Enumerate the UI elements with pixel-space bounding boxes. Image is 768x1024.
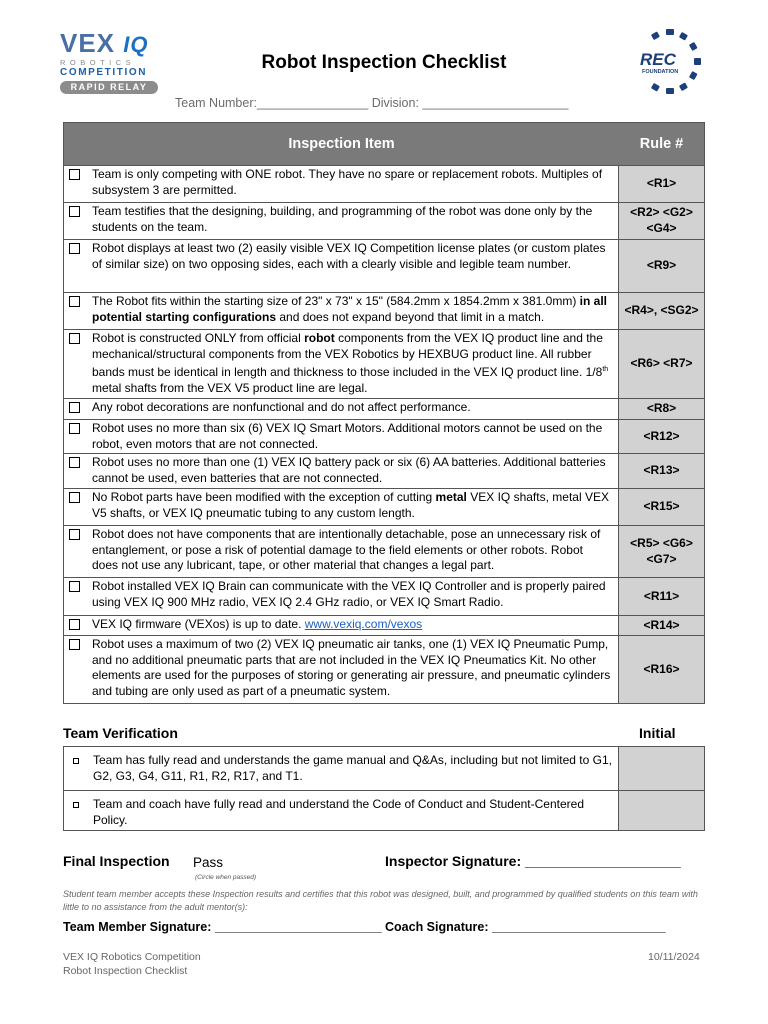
- rec-logo-subtext: FOUNDATION: [642, 69, 679, 75]
- rule-cell: <R11>: [619, 578, 704, 615]
- item-text: Robot uses a maximum of two (2) VEX IQ pneumatic air tanks, one (1) VEX IQ Pneumatic Pump, and no additional pneumatic parts that are not included in the VEX IQ Pneumatics Kit. No other elements are used for the purposes of storing or generating air pressure, and pneumatic cylinders and tubing are only used as part of a pneumatic system.: [92, 637, 611, 698]
- final-inspection-label: Final Inspection: [63, 853, 170, 869]
- table-row: [64, 202, 704, 239]
- item-text: Team testifies that the designing, building, and programming of the robot was done only by the students on the team.: [92, 204, 593, 234]
- rule-cell: <R16>: [619, 636, 704, 703]
- logo-robotics: ROBOTICS: [60, 58, 136, 67]
- rule-cell: <R13>: [619, 454, 704, 488]
- footer-line-2: Robot Inspection Checklist: [63, 964, 188, 977]
- table-row: [64, 747, 704, 790]
- item-text: VEX IQ firmware (VEXos) is up to date. www.vexiq.com/vexos: [92, 617, 423, 631]
- coach-signature-field[interactable]: Coach Signature: _________________________: [385, 920, 666, 934]
- table-row: [64, 615, 704, 635]
- item-text: Any robot decorations are nonfunctional and do not affect performance.: [92, 400, 471, 414]
- checkbox[interactable]: [69, 492, 80, 503]
- item-text: The Robot fits within the starting size of 23" x 73" x 15" (584.2mm x 1854.2mm x 381.0mm) in all potential starting configurations and does not expand beyond that limit in a match.: [92, 294, 608, 324]
- rec-logo-text: REC: [640, 50, 676, 69]
- verification-table: [63, 746, 705, 831]
- checkbox[interactable]: [69, 619, 80, 630]
- logo-competition: COMPETITION: [60, 67, 148, 78]
- table-row: [64, 635, 704, 703]
- table-row: [64, 419, 704, 453]
- table-row: [64, 292, 704, 329]
- item-text: Robot uses no more than one (1) VEX IQ battery pack or six (6) AA batteries. Additional batteries cannot be used, even batteries that are not connected.: [92, 455, 606, 485]
- checkbox[interactable]: [73, 758, 79, 764]
- checkbox[interactable]: [69, 457, 80, 468]
- item-text: No Robot parts have been modified with the exception of cutting metal VEX IQ shafts, metal VEX V5 shafts, or VEX IQ pneumatic tubing to any custom length.: [92, 490, 609, 520]
- initial-field[interactable]: [619, 747, 704, 790]
- table-row: [64, 790, 704, 830]
- logo-rapid-relay: RAPID RELAY: [60, 81, 158, 94]
- checkbox[interactable]: [69, 333, 80, 344]
- checkbox[interactable]: [69, 169, 80, 180]
- division-label: Division:: [371, 96, 419, 110]
- gear-icon: [636, 28, 706, 96]
- table-row: [64, 453, 704, 488]
- rule-cell: <R15>: [619, 489, 704, 525]
- rule-cell: <R12>: [619, 420, 704, 453]
- checkbox[interactable]: [69, 296, 80, 307]
- checkbox[interactable]: [69, 581, 80, 592]
- verification-text: Team has fully read and understands the game manual and Q&As, including but not limited to G1, G2, G3, G4, G11, R1, R2, R17, and T1.: [93, 753, 612, 783]
- rule-cell: <R14>: [619, 616, 704, 635]
- item-text: Robot displays at least two (2) easily visible VEX IQ Competition license plates (or custom plates of similar size) on two opposing sides, each with a clearly visible and legible team number.: [92, 241, 606, 271]
- col-rule: Rule #: [639, 136, 684, 152]
- initial-field[interactable]: [619, 791, 704, 830]
- table-row: [64, 329, 704, 398]
- item-text: Robot is constructed ONLY from official robot components from the VEX IQ product line and the mechanical/structural components from the VEX Robotics by HEXBUG product line. All rubber bands must be identical in length and thickness to those included in the VEX IQ product line. 1/8th metal shafts from the VEX V5 product line are legal.: [92, 331, 609, 395]
- rule-cell: <R6> <R7>: [619, 330, 704, 398]
- pass-option[interactable]: Pass: [193, 855, 224, 870]
- logo-iq: IQ: [123, 32, 149, 57]
- logo-vex: VEX: [60, 28, 116, 58]
- vexos-link[interactable]: www.vexiq.com/vexos: [304, 617, 423, 631]
- team-verification-title: Team Verification: [63, 725, 178, 741]
- checkbox[interactable]: [69, 243, 80, 254]
- rule-cell: <R9>: [619, 240, 704, 292]
- checkbox[interactable]: [69, 639, 80, 650]
- division-field[interactable]: _____________________: [422, 96, 569, 110]
- item-text: Robot does not have components that are intentionally detachable, pose an unnecessary risk of entanglement, or pose a risk of potential damage to the field elements or other robots. Robot does not use any lubricant, tape, or other material that changes a legal part.: [92, 527, 601, 573]
- team-number-field[interactable]: ________________: [256, 96, 369, 110]
- rule-cell: <R2> <G2> <G4>: [619, 203, 704, 239]
- footer-line-1: VEX IQ Robotics Competition: [63, 951, 201, 963]
- item-text: Team is only competing with ONE robot. They have no spare or replacement robots. Multiples of subsystem 3 are permitted.: [92, 167, 603, 197]
- certification-text: Student team member accepts these Inspection results and certifies that this robot was designed, built, and programmed by qualified students on this team with little to no assistance from the adult mentor(s):: [63, 889, 698, 912]
- footer-date: 10/11/2024: [648, 951, 700, 963]
- checkbox[interactable]: [69, 529, 80, 540]
- team-member-signature-field[interactable]: Team Member Signature: ________________________: [63, 920, 382, 934]
- checkbox[interactable]: [73, 802, 79, 808]
- col-inspection-item: Inspection Item: [288, 136, 395, 152]
- circle-note: (Circle when passed): [195, 874, 257, 881]
- rule-cell: <R8>: [619, 399, 704, 419]
- checkbox[interactable]: [69, 402, 80, 413]
- inspector-signature-field[interactable]: Inspector Signature: ____________________: [385, 853, 681, 869]
- table-row: [64, 239, 704, 292]
- page-title: Robot Inspection Checklist: [261, 52, 507, 73]
- footer: [63, 951, 201, 978]
- table-row: [64, 165, 704, 202]
- table-row: [64, 398, 704, 419]
- verification-text: Team and coach have fully read and understand the Code of Conduct and Student-Centered Policy.: [93, 797, 584, 827]
- rule-cell: <R1>: [619, 166, 704, 202]
- rec-foundation-logo: [636, 28, 706, 96]
- rule-cell: <R5> <G6> <G7>: [619, 526, 704, 577]
- team-number-label: Team Number:: [175, 96, 257, 110]
- checkbox[interactable]: [69, 206, 80, 217]
- rule-cell: <R4>, <SG2>: [619, 293, 704, 329]
- checkbox[interactable]: [69, 423, 80, 434]
- initial-header: Initial: [639, 725, 676, 741]
- table-row: [64, 525, 704, 577]
- inspection-table: [63, 122, 705, 704]
- table-row: [64, 577, 704, 615]
- team-info-line: [175, 96, 568, 110]
- table-row: [64, 488, 704, 525]
- table-header: [64, 123, 704, 165]
- item-text: Robot uses no more than six (6) VEX IQ Smart Motors. Additional motors cannot be used on the robot, even motors that are not connected.: [92, 421, 603, 451]
- item-text: Robot installed VEX IQ Brain can communicate with the VEX IQ Controller and is properly paired using VEX IQ 900 MHz radio, VEX IQ 2.4 GHz radio, or VEX IQ Smart Radio.: [92, 579, 606, 609]
